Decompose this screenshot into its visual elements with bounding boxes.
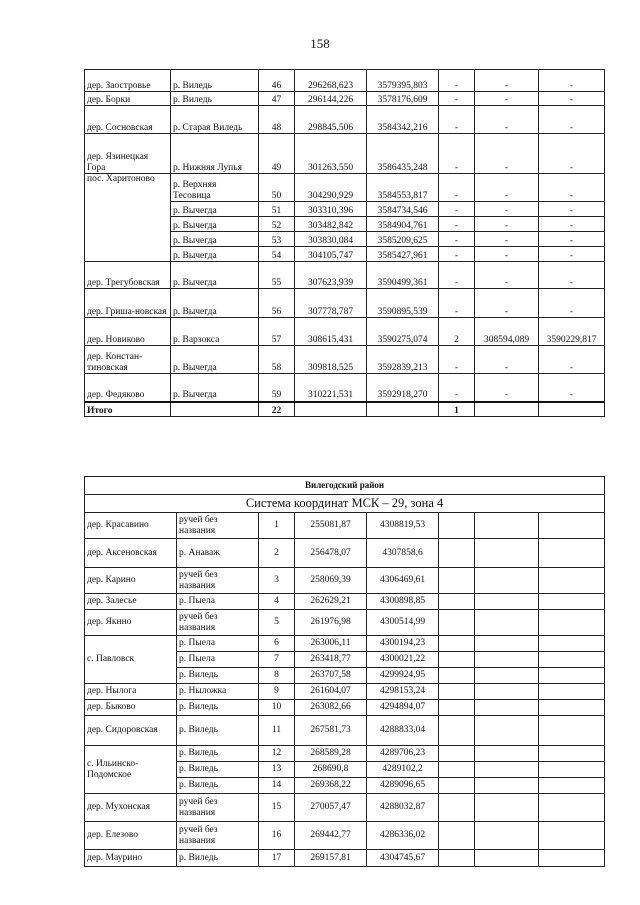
x-coord-cell: 303310,396: [295, 202, 367, 217]
x-coord-cell: 304290,929: [295, 174, 367, 202]
y-coord-cell: 4288032,87: [367, 794, 439, 822]
y-coord-cell: 4286336,02: [367, 822, 439, 850]
extra-count-cell: -: [439, 92, 475, 106]
table-row: [85, 513, 605, 539]
district-heading: Вилегодский район: [85, 477, 605, 495]
x-coord-cell: 269442,77: [295, 822, 367, 850]
empty-cell: [439, 746, 475, 762]
empty-cell: [475, 850, 539, 867]
number-cell: 47: [259, 92, 295, 106]
settlement-cell: дер. Елезово: [85, 822, 177, 850]
settlement-cell: дер. Нылога: [85, 684, 177, 700]
extra-count-cell: -: [439, 174, 475, 202]
number-cell: 10: [259, 700, 295, 716]
river-cell: р. Виледь: [177, 746, 259, 762]
river-cell: р. Вычегда: [171, 202, 259, 217]
extra-x-cell: -: [475, 92, 539, 106]
extra-y-cell: -: [539, 92, 605, 106]
empty-cell: [439, 610, 475, 636]
total-count: 22: [259, 402, 295, 417]
empty-cell: [439, 700, 475, 716]
table-row: [85, 289, 605, 318]
number-cell: 8: [259, 668, 295, 684]
page-number: 158: [310, 36, 330, 51]
river-cell: ручей без названия: [177, 822, 259, 850]
y-coord-cell: 3585427,961: [367, 247, 439, 262]
extra-y-cell: -: [539, 247, 605, 262]
empty-cell: [539, 794, 605, 822]
x-coord-cell: 261604,07: [295, 684, 367, 700]
x-coord-cell: 298845,506: [295, 106, 367, 134]
river-cell: р. Пыела: [177, 636, 259, 652]
number-cell: 15: [259, 794, 295, 822]
extra-x-cell: -: [475, 232, 539, 247]
x-coord-cell: 263418,77: [295, 652, 367, 668]
extra-x-cell: -: [475, 70, 539, 92]
number-cell: 9: [259, 684, 295, 700]
river-cell: р. Пыела: [177, 594, 259, 610]
empty-cell: [475, 684, 539, 700]
number-cell: 53: [259, 232, 295, 247]
river-cell: р. Виледь: [171, 92, 259, 106]
river-cell: р. Виледь: [177, 668, 259, 684]
y-coord-cell: 3590499,361: [367, 262, 439, 289]
empty-cell: [475, 568, 539, 594]
river-cell: ручей без названия: [177, 568, 259, 594]
extra-count-cell: -: [439, 262, 475, 289]
extra-y-cell: -: [539, 232, 605, 247]
river-cell: р. Варзокса: [171, 318, 259, 346]
x-coord-cell: 303830,084: [295, 232, 367, 247]
number-cell: 56: [259, 289, 295, 318]
extra-count-cell: -: [439, 202, 475, 217]
y-coord-cell: 3584734,546: [367, 202, 439, 217]
x-coord-cell: 256478,07: [295, 539, 367, 568]
empty-cell: [539, 513, 605, 539]
y-coord-cell: 4300021,22: [367, 652, 439, 668]
extra-y-cell: -: [539, 134, 605, 174]
settlement-cell: дер. Борки: [85, 92, 171, 106]
extra-y-cell: 3590229,817: [539, 318, 605, 346]
table-row: [85, 174, 605, 202]
total-empty-cell: [475, 402, 539, 417]
table-row: [85, 700, 605, 716]
number-cell: 5: [259, 610, 295, 636]
x-coord-cell: 307778,787: [295, 289, 367, 318]
x-coord-cell: 268589,28: [295, 746, 367, 762]
number-cell: 16: [259, 822, 295, 850]
empty-cell: [475, 822, 539, 850]
river-cell: р. Виледь: [177, 850, 259, 867]
table-row: [85, 822, 605, 850]
y-coord-cell: 3584342,216: [367, 106, 439, 134]
x-coord-cell: 261976,98: [295, 610, 367, 636]
y-coord-cell: 4289102,2: [367, 762, 439, 778]
river-cell: р. Вычегда: [171, 374, 259, 402]
extra-x-cell: -: [475, 106, 539, 134]
extra-x-cell: -: [475, 202, 539, 217]
number-cell: 54: [259, 247, 295, 262]
empty-cell: [539, 636, 605, 652]
empty-cell: [439, 822, 475, 850]
empty-cell: [475, 539, 539, 568]
total-label: Итого: [85, 402, 171, 417]
extra-y-cell: -: [539, 202, 605, 217]
river-cell: ручей без названия: [177, 610, 259, 636]
number-cell: 4: [259, 594, 295, 610]
empty-cell: [439, 668, 475, 684]
y-coord-cell: 3585209,625: [367, 232, 439, 247]
x-coord-cell: 267581,73: [295, 716, 367, 746]
x-coord-cell: 269157,81: [295, 850, 367, 867]
extra-count-cell: 2: [439, 318, 475, 346]
empty-cell: [475, 700, 539, 716]
y-coord-cell: 4300514,99: [367, 610, 439, 636]
number-cell: 13: [259, 762, 295, 778]
x-coord-cell: 269368,22: [295, 778, 367, 794]
y-coord-cell: 4299924,95: [367, 668, 439, 684]
table-row: [85, 134, 605, 174]
total-empty-cell: [171, 402, 259, 417]
settlement-cell: дер. Залесье: [85, 594, 177, 610]
y-coord-cell: 3590895,539: [367, 289, 439, 318]
settlements-table-top: [84, 69, 605, 417]
y-coord-cell: 3592839,213: [367, 346, 439, 374]
empty-cell: [475, 746, 539, 762]
y-coord-cell: 4307858,6: [367, 539, 439, 568]
empty-cell: [475, 636, 539, 652]
settlement-cell: дер. Новиково: [85, 318, 171, 346]
number-cell: 6: [259, 636, 295, 652]
settlement-cell: дер. Маурино: [85, 850, 177, 867]
river-cell: р. Нижняя Лупья: [171, 134, 259, 174]
total-count-secondary: 1: [439, 402, 475, 417]
extra-x-cell: -: [475, 374, 539, 402]
x-coord-cell: 268690,8: [295, 762, 367, 778]
x-coord-cell: 270057,47: [295, 794, 367, 822]
number-cell: 59: [259, 374, 295, 402]
extra-count-cell: -: [439, 106, 475, 134]
extra-count-cell: -: [439, 70, 475, 92]
number-cell: 55: [259, 262, 295, 289]
settlements-table-bottom: [84, 476, 605, 867]
x-coord-cell: 303482,842: [295, 217, 367, 232]
empty-cell: [439, 794, 475, 822]
number-cell: 17: [259, 850, 295, 867]
settlement-cell: дер. Мухонская: [85, 794, 177, 822]
river-cell: ручей без названия: [177, 513, 259, 539]
y-coord-cell: 4289096,65: [367, 778, 439, 794]
extra-count-cell: -: [439, 217, 475, 232]
extra-y-cell: -: [539, 374, 605, 402]
y-coord-cell: 4308819,53: [367, 513, 439, 539]
table-row: [85, 636, 605, 652]
extra-x-cell: -: [475, 289, 539, 318]
river-cell: р. Виледь: [171, 70, 259, 92]
table-row: [85, 794, 605, 822]
empty-cell: [439, 716, 475, 746]
river-cell: р. Вычегда: [171, 262, 259, 289]
empty-cell: [539, 539, 605, 568]
settlement-cell: дер. Трегубовская: [85, 262, 171, 289]
number-cell: 52: [259, 217, 295, 232]
extra-y-cell: -: [539, 217, 605, 232]
river-cell: р. Вычегда: [171, 232, 259, 247]
table-row: [85, 346, 605, 374]
empty-cell: [475, 594, 539, 610]
number-cell: 14: [259, 778, 295, 794]
river-cell: р. Верхняя Тесовица: [171, 174, 259, 202]
settlement-cell: дер. Гриша-новская: [85, 289, 171, 318]
settlement-cell: дер. Сидоровская: [85, 716, 177, 746]
empty-cell: [439, 513, 475, 539]
table-row: [85, 262, 605, 289]
extra-y-cell: -: [539, 289, 605, 318]
empty-cell: [439, 850, 475, 867]
extra-count-cell: -: [439, 374, 475, 402]
x-coord-cell: 301263,550: [295, 134, 367, 174]
empty-cell: [539, 652, 605, 668]
y-coord-cell: 3579395,803: [367, 70, 439, 92]
empty-cell: [439, 778, 475, 794]
y-coord-cell: 3584553,817: [367, 174, 439, 202]
river-cell: ручей без названия: [177, 794, 259, 822]
x-coord-cell: 296144,226: [295, 92, 367, 106]
extra-x-cell: 308594,089: [475, 318, 539, 346]
extra-x-cell: -: [475, 134, 539, 174]
table-row: [85, 610, 605, 636]
district-row: [85, 477, 605, 495]
empty-cell: [539, 700, 605, 716]
table-row: [85, 594, 605, 610]
extra-x-cell: -: [475, 247, 539, 262]
table-row: [85, 318, 605, 346]
river-cell: р. Анаваж: [177, 539, 259, 568]
number-cell: 48: [259, 106, 295, 134]
extra-x-cell: -: [475, 346, 539, 374]
river-cell: р. Виледь: [177, 700, 259, 716]
y-coord-cell: 3584904,761: [367, 217, 439, 232]
river-cell: р. Вычегда: [171, 247, 259, 262]
table-row: [85, 539, 605, 568]
settlement-cell: с. Павловск: [85, 636, 177, 684]
number-cell: 12: [259, 746, 295, 762]
extra-y-cell: -: [539, 174, 605, 202]
extra-count-cell: -: [439, 289, 475, 318]
empty-cell: [475, 668, 539, 684]
x-coord-cell: 263707,58: [295, 668, 367, 684]
empty-cell: [475, 513, 539, 539]
extra-count-cell: -: [439, 134, 475, 174]
empty-cell: [439, 594, 475, 610]
table-row: [85, 850, 605, 867]
number-cell: 46: [259, 70, 295, 92]
settlement-cell: дер. Заостровье: [85, 70, 171, 92]
empty-cell: [539, 684, 605, 700]
number-cell: 1: [259, 513, 295, 539]
empty-cell: [539, 850, 605, 867]
table-row: [85, 746, 605, 762]
total-empty-cell: [295, 402, 367, 417]
number-cell: 58: [259, 346, 295, 374]
empty-cell: [539, 568, 605, 594]
empty-cell: [475, 762, 539, 778]
x-coord-cell: 310221,531: [295, 374, 367, 402]
number-cell: 57: [259, 318, 295, 346]
empty-cell: [539, 822, 605, 850]
y-coord-cell: 3578176,609: [367, 92, 439, 106]
settlement-cell: пос. Харитоново: [85, 174, 171, 262]
number-cell: 7: [259, 652, 295, 668]
extra-count-cell: -: [439, 232, 475, 247]
x-coord-cell: 255081,87: [295, 513, 367, 539]
river-cell: р. Ныложка: [177, 684, 259, 700]
settlement-cell: дер. Федяково: [85, 374, 171, 402]
extra-y-cell: -: [539, 106, 605, 134]
y-coord-cell: 4300898,85: [367, 594, 439, 610]
x-coord-cell: 263082,66: [295, 700, 367, 716]
number-cell: 11: [259, 716, 295, 746]
y-coord-cell: 4300194,23: [367, 636, 439, 652]
number-cell: 51: [259, 202, 295, 217]
extra-x-cell: -: [475, 217, 539, 232]
x-coord-cell: 304105,747: [295, 247, 367, 262]
extra-count-cell: -: [439, 346, 475, 374]
y-coord-cell: 4298153,24: [367, 684, 439, 700]
table-row: [85, 92, 605, 106]
empty-cell: [539, 668, 605, 684]
x-coord-cell: 262629,21: [295, 594, 367, 610]
x-coord-cell: 308615,431: [295, 318, 367, 346]
extra-y-cell: -: [539, 70, 605, 92]
x-coord-cell: 258069,39: [295, 568, 367, 594]
x-coord-cell: 307623,939: [295, 262, 367, 289]
settlement-cell: дер. Карино: [85, 568, 177, 594]
river-cell: р. Старая Виледь: [171, 106, 259, 134]
settlement-cell: дер. Сосновская: [85, 106, 171, 134]
empty-cell: [439, 539, 475, 568]
y-coord-cell: 3590275,074: [367, 318, 439, 346]
river-cell: р. Виледь: [177, 762, 259, 778]
extra-y-cell: -: [539, 346, 605, 374]
number-cell: 3: [259, 568, 295, 594]
settlement-cell: дер. Аксеновская: [85, 539, 177, 568]
y-coord-cell: 4288833,04: [367, 716, 439, 746]
extra-x-cell: -: [475, 174, 539, 202]
settlement-cell: дер. Констан-тиновская: [85, 346, 171, 374]
empty-cell: [539, 594, 605, 610]
river-cell: р. Пыела: [177, 652, 259, 668]
number-cell: 49: [259, 134, 295, 174]
extra-count-cell: -: [439, 247, 475, 262]
river-cell: р. Вычегда: [171, 217, 259, 232]
empty-cell: [539, 746, 605, 762]
table-row: [85, 106, 605, 134]
empty-cell: [439, 684, 475, 700]
x-coord-cell: 309818,525: [295, 346, 367, 374]
total-row: [85, 402, 605, 417]
y-coord-cell: 4306469,61: [367, 568, 439, 594]
empty-cell: [439, 762, 475, 778]
river-cell: р. Вычегда: [171, 289, 259, 318]
y-coord-cell: 3592918,270: [367, 374, 439, 402]
number-cell: 50: [259, 174, 295, 202]
coord-system-row: [85, 495, 605, 513]
settlement-cell: с. Ильинско-Подомское: [85, 746, 177, 794]
table-row: [85, 684, 605, 700]
extra-y-cell: -: [539, 262, 605, 289]
table-row: [85, 716, 605, 746]
extra-x-cell: -: [475, 262, 539, 289]
empty-cell: [475, 610, 539, 636]
number-cell: 2: [259, 539, 295, 568]
y-coord-cell: 4304745,67: [367, 850, 439, 867]
empty-cell: [539, 610, 605, 636]
empty-cell: [539, 716, 605, 746]
table-row: [85, 568, 605, 594]
river-cell: р. Виледь: [177, 778, 259, 794]
empty-cell: [539, 762, 605, 778]
y-coord-cell: 4294894,07: [367, 700, 439, 716]
coord-system-heading: Система координат МСК – 29, зона 4: [85, 495, 605, 513]
settlement-cell: дер. Быково: [85, 700, 177, 716]
empty-cell: [439, 636, 475, 652]
empty-cell: [475, 716, 539, 746]
empty-cell: [439, 568, 475, 594]
settlement-cell: дер. Язинецкая Гора: [85, 134, 171, 174]
table-row: [85, 70, 605, 92]
total-empty-cell: [367, 402, 439, 417]
river-cell: р. Виледь: [177, 716, 259, 746]
settlement-cell: дер. Якнно: [85, 610, 177, 636]
settlement-cell: дер. Красавино: [85, 513, 177, 539]
river-cell: р. Вычегда: [171, 346, 259, 374]
empty-cell: [475, 794, 539, 822]
empty-cell: [475, 652, 539, 668]
x-coord-cell: 263006,11: [295, 636, 367, 652]
empty-cell: [539, 778, 605, 794]
y-coord-cell: 4289706,23: [367, 746, 439, 762]
table-row: [85, 374, 605, 402]
total-empty-cell: [539, 402, 605, 417]
empty-cell: [475, 778, 539, 794]
x-coord-cell: 296268,623: [295, 70, 367, 92]
empty-cell: [439, 652, 475, 668]
y-coord-cell: 3586435,248: [367, 134, 439, 174]
